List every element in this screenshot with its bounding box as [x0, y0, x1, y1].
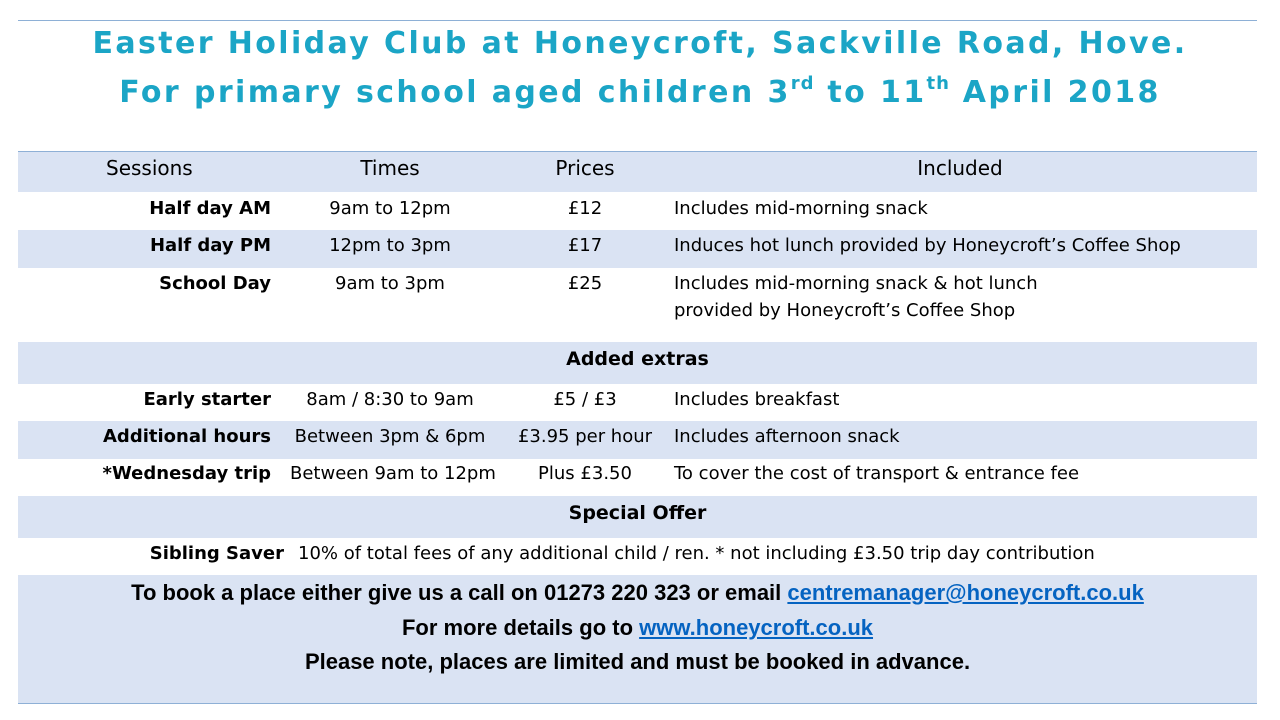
title-line-2: [0, 73, 1280, 110]
price-half-day-pm: £17: [567, 235, 603, 256]
note-line: Please note, places are limited and must be booked in advance.: [304, 649, 971, 674]
title-line-2-part-b: to 11: [814, 75, 927, 110]
sibling-saver-label: Sibling Saver: [149, 543, 284, 564]
title-superscript-rd: rd: [790, 73, 815, 94]
session-wednesday-trip: *Wednesday trip: [102, 463, 271, 484]
booking-text: To book a place either give us a call on 01273 220 323 or email: [131, 580, 788, 605]
included-half-day-am: Includes mid-morning snack: [674, 198, 928, 219]
session-additional-hours: Additional hours: [103, 426, 271, 447]
bottom-divider: [18, 703, 1257, 704]
included-additional-hours: Includes afternoon snack: [674, 426, 900, 447]
special-offer-heading: Special Offer: [568, 502, 707, 524]
header-included: Included: [917, 156, 1003, 180]
details-text: For more details go to: [401, 615, 640, 640]
title-line-1: Easter Holiday Club at Honeycroft, Sackville Road, Hove.: [92, 26, 1188, 61]
top-divider: [18, 20, 1257, 21]
time-school-day: 9am to 3pm: [335, 273, 445, 294]
price-school-day: £25: [567, 273, 603, 294]
email-link[interactable]: centremanager@honeycroft.co.uk: [787, 580, 1144, 605]
website-link[interactable]: www.honeycroft.co.uk: [639, 615, 874, 640]
session-school-day: School Day: [159, 273, 271, 294]
details-line: [18, 615, 1257, 641]
included-early-starter: Includes breakfast: [674, 389, 840, 410]
sibling-saver-text: 10% of total fees of any additional child / ren. * not including £3.50 trip day contribution: [298, 543, 1095, 564]
header-times: Times: [360, 156, 420, 180]
included-wednesday-trip: To cover the cost of transport & entrance fee: [674, 463, 1080, 484]
title-line-2-part-a: For primary school aged children 3: [119, 75, 791, 110]
time-half-day-pm: 12pm to 3pm: [329, 235, 451, 256]
time-wednesday-trip: Between 9am to 12pm: [290, 463, 496, 484]
booking-line: [18, 580, 1257, 606]
price-half-day-am: £12: [567, 198, 603, 219]
time-early-starter: 8am / 8:30 to 9am: [306, 389, 474, 410]
included-half-day-pm: Induces hot lunch provided by Honeycroft’s Coffee Shop: [674, 235, 1181, 256]
title-line-2-part-c: April 2018: [949, 75, 1161, 110]
header-sessions: Sessions: [106, 156, 193, 180]
time-half-day-am: 9am to 12pm: [329, 198, 451, 219]
header-prices: Prices: [555, 156, 615, 180]
session-half-day-am: Half day AM: [149, 198, 271, 219]
included-school-day-line-2: provided by Honeycroft’s Coffee Shop: [674, 300, 1016, 321]
price-wednesday-trip: Plus £3.50: [538, 463, 632, 484]
title-superscript-th: th: [926, 73, 950, 94]
added-extras-heading: Added extras: [566, 348, 709, 370]
included-school-day-line-1: Includes mid-morning snack & hot lunch: [674, 273, 1038, 294]
session-half-day-pm: Half day PM: [149, 235, 271, 256]
price-early-starter: £5 / £3: [553, 389, 617, 410]
price-additional-hours: £3.95 per hour: [517, 426, 653, 447]
time-additional-hours: Between 3pm & 6pm: [294, 426, 486, 447]
session-early-starter: Early starter: [143, 389, 271, 410]
